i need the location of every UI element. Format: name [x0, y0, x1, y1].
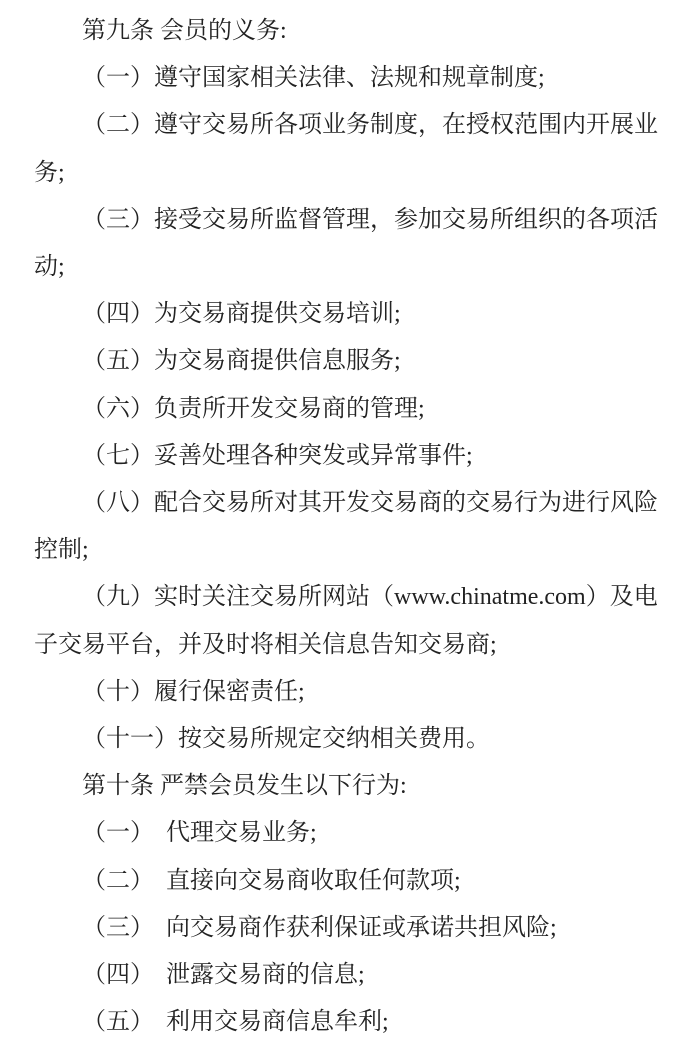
clause: （九）实时关注交易所网站（www.chinatme.com）及电子交易平台，并及时将相关信息告知交易商;: [34, 584, 658, 658]
clause: （十一）按交易所规定交纳相关费用。: [82, 726, 490, 753]
clause: （六）负责所开发交易商的管理;: [82, 395, 425, 422]
article-heading: 第十条 严禁会员发生以下行为:: [82, 773, 407, 800]
clause: （一） 代理交易业务;: [82, 820, 317, 847]
clause: （五）为交易商提供信息服务;: [82, 348, 401, 375]
clause: （五） 利用交易商信息牟利;: [82, 1009, 389, 1036]
clause: （七）妥善处理各种突发或异常事件;: [82, 442, 473, 469]
clause: （三） 向交易商作获利保证或承诺共担风险;: [82, 914, 557, 941]
clause: （二） 直接向交易商收取任何款项;: [82, 867, 461, 894]
clause: （十）履行保密责任;: [82, 678, 305, 705]
clause: （八）配合交易所对其开发交易商的交易行为进行风险控制;: [34, 490, 658, 564]
clause: （一）遵守国家相关法律、法规和规章制度;: [82, 65, 545, 92]
clause: （三）接受交易所监督管理，参加交易所组织的各项活动;: [34, 206, 658, 281]
clause: （四）为交易商提供交易培训;: [82, 301, 401, 328]
clause: （二）遵守交易所各项业务制度，在授权范围内开展业务;: [34, 112, 658, 186]
clause: （四） 泄露交易商的信息;: [82, 962, 365, 989]
article-heading: 第九条 会员的义务:: [82, 18, 287, 44]
